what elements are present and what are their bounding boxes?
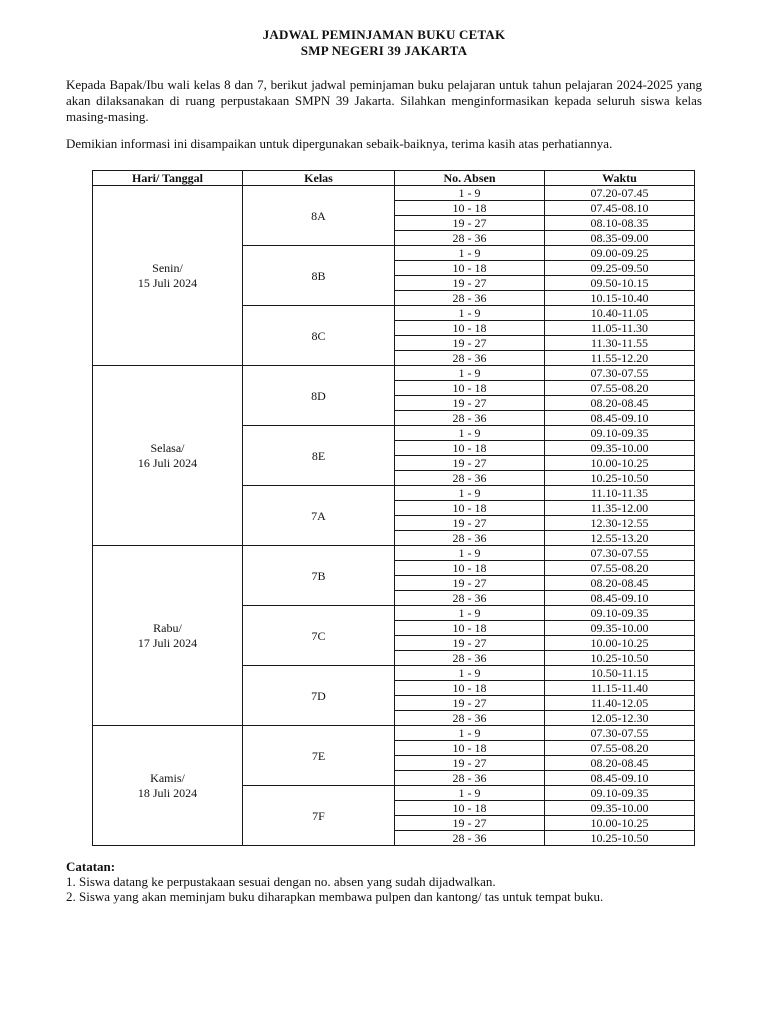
absen-cell: 1 - 9: [395, 306, 545, 321]
kelas-cell: 7D: [243, 666, 395, 726]
waktu-cell: 09.50-10.15: [545, 276, 695, 291]
absen-cell: 1 - 9: [395, 366, 545, 381]
table-row: [93, 186, 695, 201]
waktu-cell: 09.35-10.00: [545, 441, 695, 456]
absen-cell: 28 - 36: [395, 771, 545, 786]
waktu-cell: 10.50-11.15: [545, 666, 695, 681]
kelas-cell: 8A: [243, 186, 395, 246]
absen-cell: 28 - 36: [395, 651, 545, 666]
absen-cell: 1 - 9: [395, 186, 545, 201]
waktu-cell: 10.25-10.50: [545, 651, 695, 666]
absen-cell: 1 - 9: [395, 486, 545, 501]
absen-cell: 19 - 27: [395, 516, 545, 531]
header-no-absen: No. Absen: [395, 171, 545, 186]
schedule-table: [92, 170, 695, 846]
day-date-cell: [93, 186, 243, 366]
school-name: SMP NEGERI 39 JAKARTA: [300, 43, 468, 58]
waktu-cell: 08.35-09.00: [545, 231, 695, 246]
day-name: Kamis/: [150, 770, 185, 785]
table-header-row: [93, 171, 695, 186]
day-name: Senin/: [152, 260, 183, 275]
absen-cell: 28 - 36: [395, 531, 545, 546]
absen-cell: 19 - 27: [395, 816, 545, 831]
absen-cell: 10 - 18: [395, 681, 545, 696]
waktu-cell: 08.10-08.35: [545, 216, 695, 231]
absen-cell: 19 - 27: [395, 696, 545, 711]
kelas-cell: 7A: [243, 486, 395, 546]
waktu-cell: 09.10-09.35: [545, 426, 695, 441]
table-row: [93, 726, 695, 741]
day-date: 17 Juli 2024: [137, 635, 198, 650]
absen-cell: 10 - 18: [395, 501, 545, 516]
kelas-cell: 7C: [243, 606, 395, 666]
kelas-cell: 7B: [243, 546, 395, 606]
waktu-cell: 07.30-07.55: [545, 366, 695, 381]
absen-cell: 1 - 9: [395, 246, 545, 261]
waktu-cell: 12.55-13.20: [545, 531, 695, 546]
absen-cell: 28 - 36: [395, 291, 545, 306]
waktu-cell: 09.35-10.00: [545, 621, 695, 636]
notes-section: [66, 859, 726, 904]
waktu-cell: 12.30-12.55: [545, 516, 695, 531]
absen-cell: 1 - 9: [395, 426, 545, 441]
waktu-cell: 10.25-10.50: [545, 471, 695, 486]
waktu-cell: 11.15-11.40: [545, 681, 695, 696]
waktu-cell: 09.10-09.35: [545, 606, 695, 621]
notes-title: Catatan:: [66, 859, 116, 874]
waktu-cell: 08.45-09.10: [545, 411, 695, 426]
document-title: JADWAL PEMINJAMAN BUKU CETAK: [262, 27, 506, 42]
absen-cell: 1 - 9: [395, 666, 545, 681]
absen-cell: 10 - 18: [395, 381, 545, 396]
waktu-cell: 11.55-12.20: [545, 351, 695, 366]
absen-cell: 19 - 27: [395, 336, 545, 351]
waktu-cell: 11.30-11.55: [545, 336, 695, 351]
waktu-cell: 12.05-12.30: [545, 711, 695, 726]
absen-cell: 28 - 36: [395, 711, 545, 726]
absen-cell: 10 - 18: [395, 561, 545, 576]
absen-cell: 19 - 27: [395, 756, 545, 771]
day-date-cell: [93, 726, 243, 846]
day-date-cell: [93, 546, 243, 726]
absen-cell: 28 - 36: [395, 351, 545, 366]
absen-cell: 10 - 18: [395, 441, 545, 456]
waktu-cell: 07.30-07.55: [545, 726, 695, 741]
absen-cell: 1 - 9: [395, 606, 545, 621]
header-kelas: Kelas: [243, 171, 395, 186]
kelas-cell: 7E: [243, 726, 395, 786]
waktu-cell: 07.55-08.20: [545, 381, 695, 396]
table-row: [93, 366, 695, 381]
day-name: Rabu/: [153, 620, 182, 635]
waktu-cell: 07.55-08.20: [545, 741, 695, 756]
waktu-cell: 11.05-11.30: [545, 321, 695, 336]
absen-cell: 19 - 27: [395, 456, 545, 471]
waktu-cell: 07.30-07.55: [545, 546, 695, 561]
table-row: [93, 546, 695, 561]
absen-cell: 28 - 36: [395, 471, 545, 486]
waktu-cell: 08.20-08.45: [545, 396, 695, 411]
waktu-cell: 09.25-09.50: [545, 261, 695, 276]
day-date-cell: [93, 366, 243, 546]
waktu-cell: 08.20-08.45: [545, 756, 695, 771]
intro-paragraph: Kepada Bapak/Ibu wali kelas 8 dan 7, berikut jadwal peminjaman buku pelajaran untuk tahun pelajaran 2024-2025 yang akan dilaksanakan di ruang perpustakaan SMPN 39 Jakarta. Silahkan menginformasikan kepada seluruh siswa kelas masing-masing.: [66, 77, 702, 124]
schedule-body: [93, 186, 695, 846]
header-waktu: Waktu: [545, 171, 695, 186]
waktu-cell: 08.45-09.10: [545, 591, 695, 606]
absen-cell: 19 - 27: [395, 396, 545, 411]
note-item: 1. Siswa datang ke perpustakaan sesuai dengan no. absen yang sudah dijadwalkan.: [66, 874, 496, 889]
absen-cell: 10 - 18: [395, 741, 545, 756]
absen-cell: 19 - 27: [395, 276, 545, 291]
waktu-cell: 09.00-09.25: [545, 246, 695, 261]
kelas-cell: 8C: [243, 306, 395, 366]
waktu-cell: 08.20-08.45: [545, 576, 695, 591]
day-date: 16 Juli 2024: [137, 455, 198, 470]
absen-cell: 10 - 18: [395, 321, 545, 336]
absen-cell: 19 - 27: [395, 216, 545, 231]
kelas-cell: 8E: [243, 426, 395, 486]
waktu-cell: 11.35-12.00: [545, 501, 695, 516]
waktu-cell: 08.45-09.10: [545, 771, 695, 786]
waktu-cell: 07.55-08.20: [545, 561, 695, 576]
day-name: Selasa/: [150, 440, 185, 455]
absen-cell: 28 - 36: [395, 831, 545, 846]
absen-cell: 28 - 36: [395, 231, 545, 246]
waktu-cell: 07.45-08.10: [545, 201, 695, 216]
waktu-cell: 10.15-10.40: [545, 291, 695, 306]
absen-cell: 28 - 36: [395, 411, 545, 426]
absen-cell: 10 - 18: [395, 621, 545, 636]
absen-cell: 1 - 9: [395, 546, 545, 561]
absen-cell: 1 - 9: [395, 726, 545, 741]
absen-cell: 28 - 36: [395, 591, 545, 606]
note-item: 2. Siswa yang akan meminjam buku diharapkan membawa pulpen dan kantong/ tas untuk tempat buku.: [66, 889, 604, 904]
kelas-cell: 7F: [243, 786, 395, 846]
waktu-cell: 10.00-10.25: [545, 816, 695, 831]
waktu-cell: 10.00-10.25: [545, 456, 695, 471]
waktu-cell: 10.40-11.05: [545, 306, 695, 321]
absen-cell: 19 - 27: [395, 636, 545, 651]
waktu-cell: 11.10-11.35: [545, 486, 695, 501]
absen-cell: 10 - 18: [395, 261, 545, 276]
waktu-cell: 10.25-10.50: [545, 831, 695, 846]
absen-cell: 10 - 18: [395, 201, 545, 216]
waktu-cell: 10.00-10.25: [545, 636, 695, 651]
waktu-cell: 09.35-10.00: [545, 801, 695, 816]
absen-cell: 1 - 9: [395, 786, 545, 801]
header-hari-tanggal: Hari/ Tanggal: [93, 171, 243, 186]
closing-paragraph: Demikian informasi ini disampaikan untuk dipergunakan sebaik-baiknya, terima kasih atas perhatiannya.: [66, 136, 613, 151]
day-date: 18 Juli 2024: [137, 785, 198, 800]
waktu-cell: 11.40-12.05: [545, 696, 695, 711]
kelas-cell: 8D: [243, 366, 395, 426]
waktu-cell: 07.20-07.45: [545, 186, 695, 201]
absen-cell: 19 - 27: [395, 576, 545, 591]
day-date: 15 Juli 2024: [137, 275, 198, 290]
kelas-cell: 8B: [243, 246, 395, 306]
absen-cell: 10 - 18: [395, 801, 545, 816]
waktu-cell: 09.10-09.35: [545, 786, 695, 801]
